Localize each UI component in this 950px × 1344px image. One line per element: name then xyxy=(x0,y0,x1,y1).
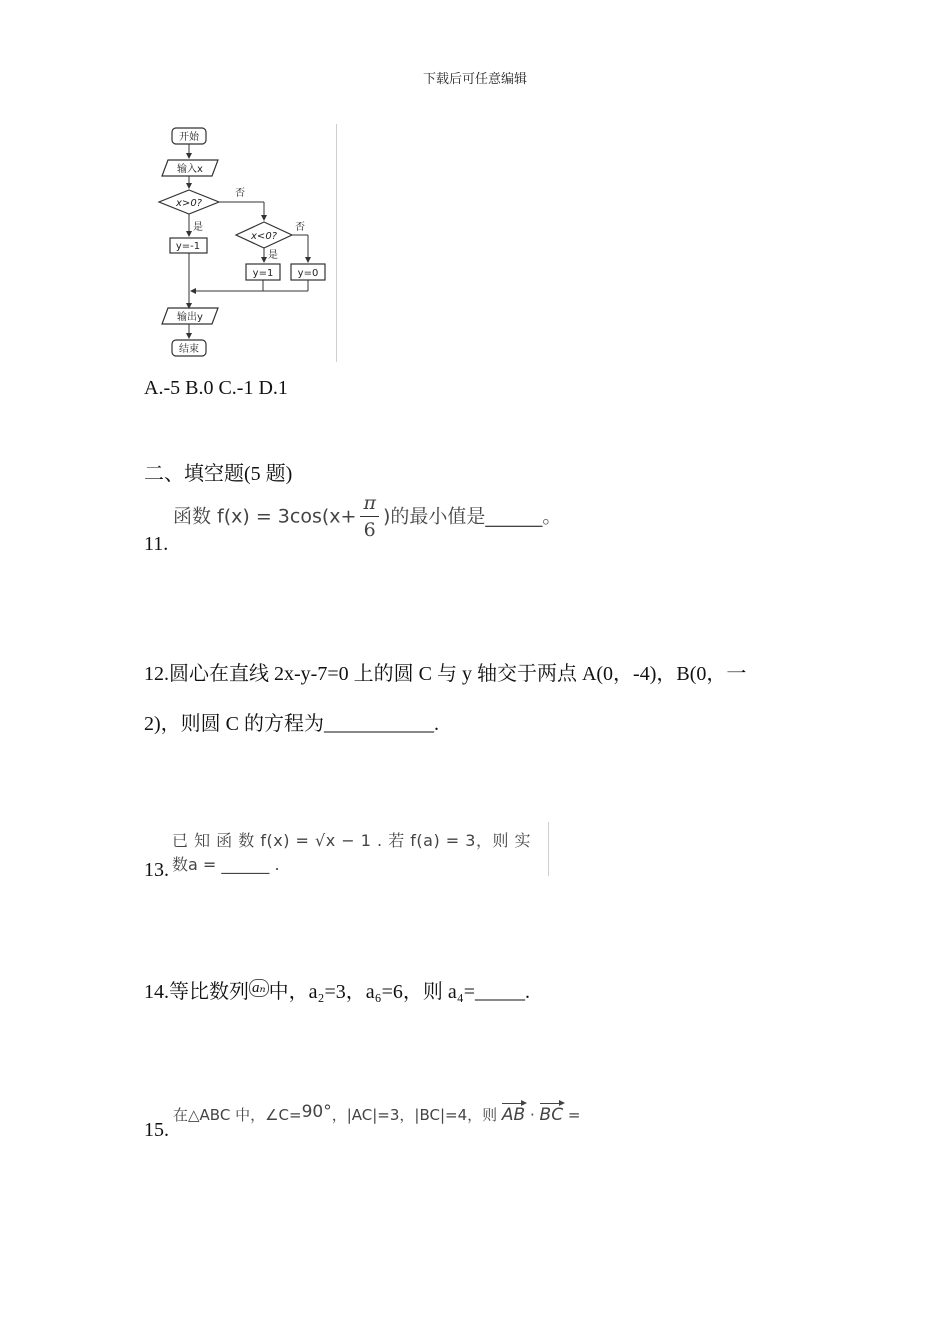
q15-equals: = xyxy=(567,1106,581,1124)
flow-cond2-label: x<0? xyxy=(251,231,277,242)
flow-cond1-label: x>0? xyxy=(176,198,202,209)
q11-prefix: 函数 f(x) = 3cos(x+ xyxy=(173,505,357,528)
q13-line2: 数a = ______ . xyxy=(172,855,280,874)
flow-yes1-label: 是 xyxy=(193,222,203,233)
flow-output-label: 输出y xyxy=(177,312,203,323)
flowchart-frame-edge xyxy=(336,124,337,362)
q14-prefix: 14.等比数列 xyxy=(144,981,249,1003)
flow-yes2-label: 是 xyxy=(268,250,278,261)
q15-vector-ab: AB xyxy=(501,1105,526,1125)
q14-suffix: 中，a₂=3，a₆=6，则 a₄=_____. xyxy=(268,981,530,1003)
flow-no1-label: 否 xyxy=(235,188,245,199)
q10-options: A.-5 B.0 C.-1 D.1 xyxy=(144,377,288,399)
q11-frac-den: 6 xyxy=(363,519,376,541)
q14-sequence-symbol: aₙ xyxy=(249,979,269,997)
q11-number: 11. xyxy=(144,533,169,555)
flow-input-label: 输入x xyxy=(177,164,203,175)
q11-formula xyxy=(173,494,561,540)
flow-no2-label: 否 xyxy=(295,222,305,233)
section-title: 二、填空题(5 题) xyxy=(144,463,293,485)
flow-assign1-label: y=-1 xyxy=(175,241,201,252)
flow-start-label: 开始 xyxy=(179,132,199,143)
q11-frac-num: π xyxy=(360,494,379,517)
q15-vector-bc: BC xyxy=(539,1105,564,1125)
flowchart xyxy=(150,120,350,370)
q13-number: 13. xyxy=(144,859,169,881)
flow-assign2-label: y=1 xyxy=(252,268,274,279)
q15-text-a: 在△ABC 中，∠C= xyxy=(173,1106,302,1124)
q12-line2: 2)，则圆 C 的方程为___________. xyxy=(144,713,439,735)
q14-question xyxy=(144,978,530,1006)
flow-end-label: 结束 xyxy=(179,344,199,355)
q11-fraction xyxy=(360,494,379,540)
q15-degree: 90° xyxy=(301,1102,332,1122)
q11-suffix: )的最小值是______。 xyxy=(382,505,562,528)
q13-line1: 已 知 函 数 f(x) = √x − 1 . 若 f(a) = 3，则 实 xyxy=(172,831,532,850)
q15-text-b: ，|AC|=3，|BC|=4，则 xyxy=(331,1106,498,1124)
page-header: 下载后可任意编辑 xyxy=(422,72,527,87)
q13-image-edge xyxy=(548,822,549,876)
q15-dot: · xyxy=(529,1106,535,1124)
flow-assign3-label: y=0 xyxy=(297,268,319,279)
q12-line1: 12.圆心在直线 2x-y-7=0 上的圆 C 与 y 轴交于两点 A(0，-4)，B(0，一 xyxy=(144,663,747,685)
q15-formula xyxy=(173,1104,580,1125)
q15-number: 15. xyxy=(144,1119,169,1141)
